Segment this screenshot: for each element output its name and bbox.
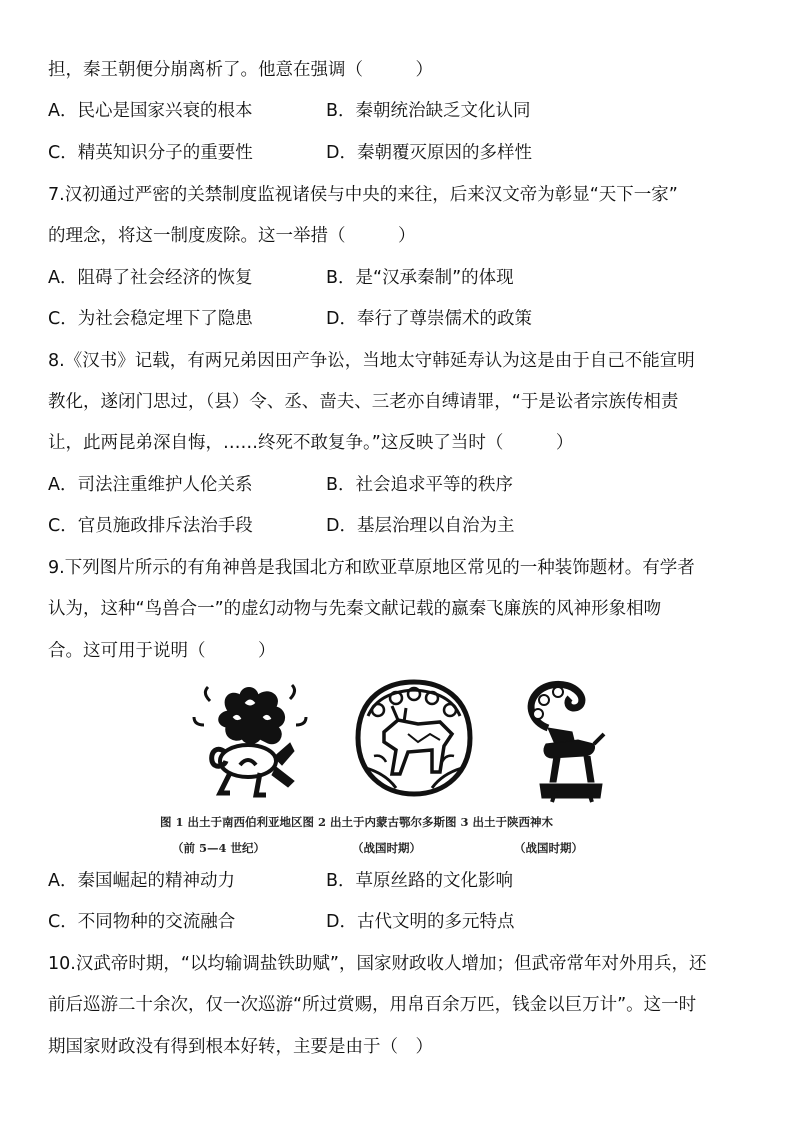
q9-stem-line3: 合。这可用于说明（ ） <box>48 641 276 661</box>
q7-stem-line1: 7.汉初通过严密的关禁制度监视诸侯与中央的来往，后来汉文帝为彰显“天下一家” <box>48 185 678 205</box>
horned-beast-2-image <box>348 676 480 800</box>
q8-option-a: A．司法注重维护人伦关系 <box>48 475 253 495</box>
q8-stem-line1: 8.《汉书》记载，有两兄弟因田产争讼，当地太守韩延寿认为这是由于自己不能宣明 <box>48 351 695 371</box>
figure-3-period: （战国时期） <box>514 841 583 855</box>
q8-stem-line3: 让，此两昆弟深自悔，……终死不敢复争。”这反映了当时（ ） <box>48 433 574 453</box>
q7-stem-line2: 的理念，将这一制度废除。这一举措（ ） <box>48 226 416 246</box>
horned-beast-1-image <box>190 681 310 801</box>
q9-option-b: B．草原丝路的文化影响 <box>326 871 514 891</box>
q8-stem-line2: 教化，遂闭门思过，（县）令、丞、啬夫、三老亦自缚请罪，“于是讼者宗族传相责 <box>48 392 679 412</box>
q8-option-b: B．社会追求平等的秩序 <box>326 475 514 495</box>
q10-stem-line3: 期国家财政没有得到根本好转，主要是由于（ ） <box>48 1037 433 1057</box>
q9-stem-line2: 认为，这种“鸟兽合一”的虚幻动物与先秦文献记载的嬴秦飞廉族的风神形象相吻 <box>48 599 662 619</box>
q7-option-b: B．是“汉承秦制”的体现 <box>326 268 514 288</box>
q7-option-a: A．阻碍了社会经济的恢复 <box>48 268 253 288</box>
q8-option-c: C．官员施政排斥法治手段 <box>48 516 253 536</box>
q10-stem-line1: 10.汉武帝时期，“以均输调盐铁助赋”，国家财政收人增加；但武帝常年对外用兵，还 <box>48 954 707 974</box>
figure-1-period: （前 5—4 世纪） <box>172 841 266 855</box>
q8-option-d: D．基层治理以自治为主 <box>326 516 515 536</box>
q6-option-b: B．秦朝统治缺乏文化认同 <box>326 101 531 121</box>
q9-option-d: D．古代文明的多元特点 <box>326 912 515 932</box>
q9-figure <box>160 676 640 858</box>
q7-option-c: C．为社会稳定埋下了隐患 <box>48 309 253 329</box>
horned-beast-3-image <box>512 678 612 804</box>
q6-option-a: A．民心是国家兴衰的根本 <box>48 101 253 121</box>
q9-option-a: A．秦国崛起的精神动力 <box>48 871 235 891</box>
figure-2-period: （战国时期） <box>352 841 421 855</box>
q10-stem-line2: 前后巡游二十余次，仅一次巡游“所过赏赐，用帛百余万匹，钱金以巨万计”。这一时 <box>48 995 697 1015</box>
figure-caption: 图 1 出土于南西伯利亚地区图 2 出土于内蒙古鄂尔多斯图 3 出土于陕西神木 <box>160 815 554 829</box>
q6-stem-tail: 担，秦王朝便分崩离析了。他意在强调（ ） <box>48 60 433 80</box>
q6-option-d: D．秦朝覆灭原因的多样性 <box>326 143 532 163</box>
q7-option-d: D．奉行了尊崇儒术的政策 <box>326 309 532 329</box>
q6-option-c: C．精英知识分子的重要性 <box>48 143 253 163</box>
q9-stem-line1: 9.下列图片所示的有角神兽是我国北方和欧亚草原地区常见的一种装饰题材。有学者 <box>48 558 695 578</box>
q9-option-c: C．不同物种的交流融合 <box>48 912 236 932</box>
